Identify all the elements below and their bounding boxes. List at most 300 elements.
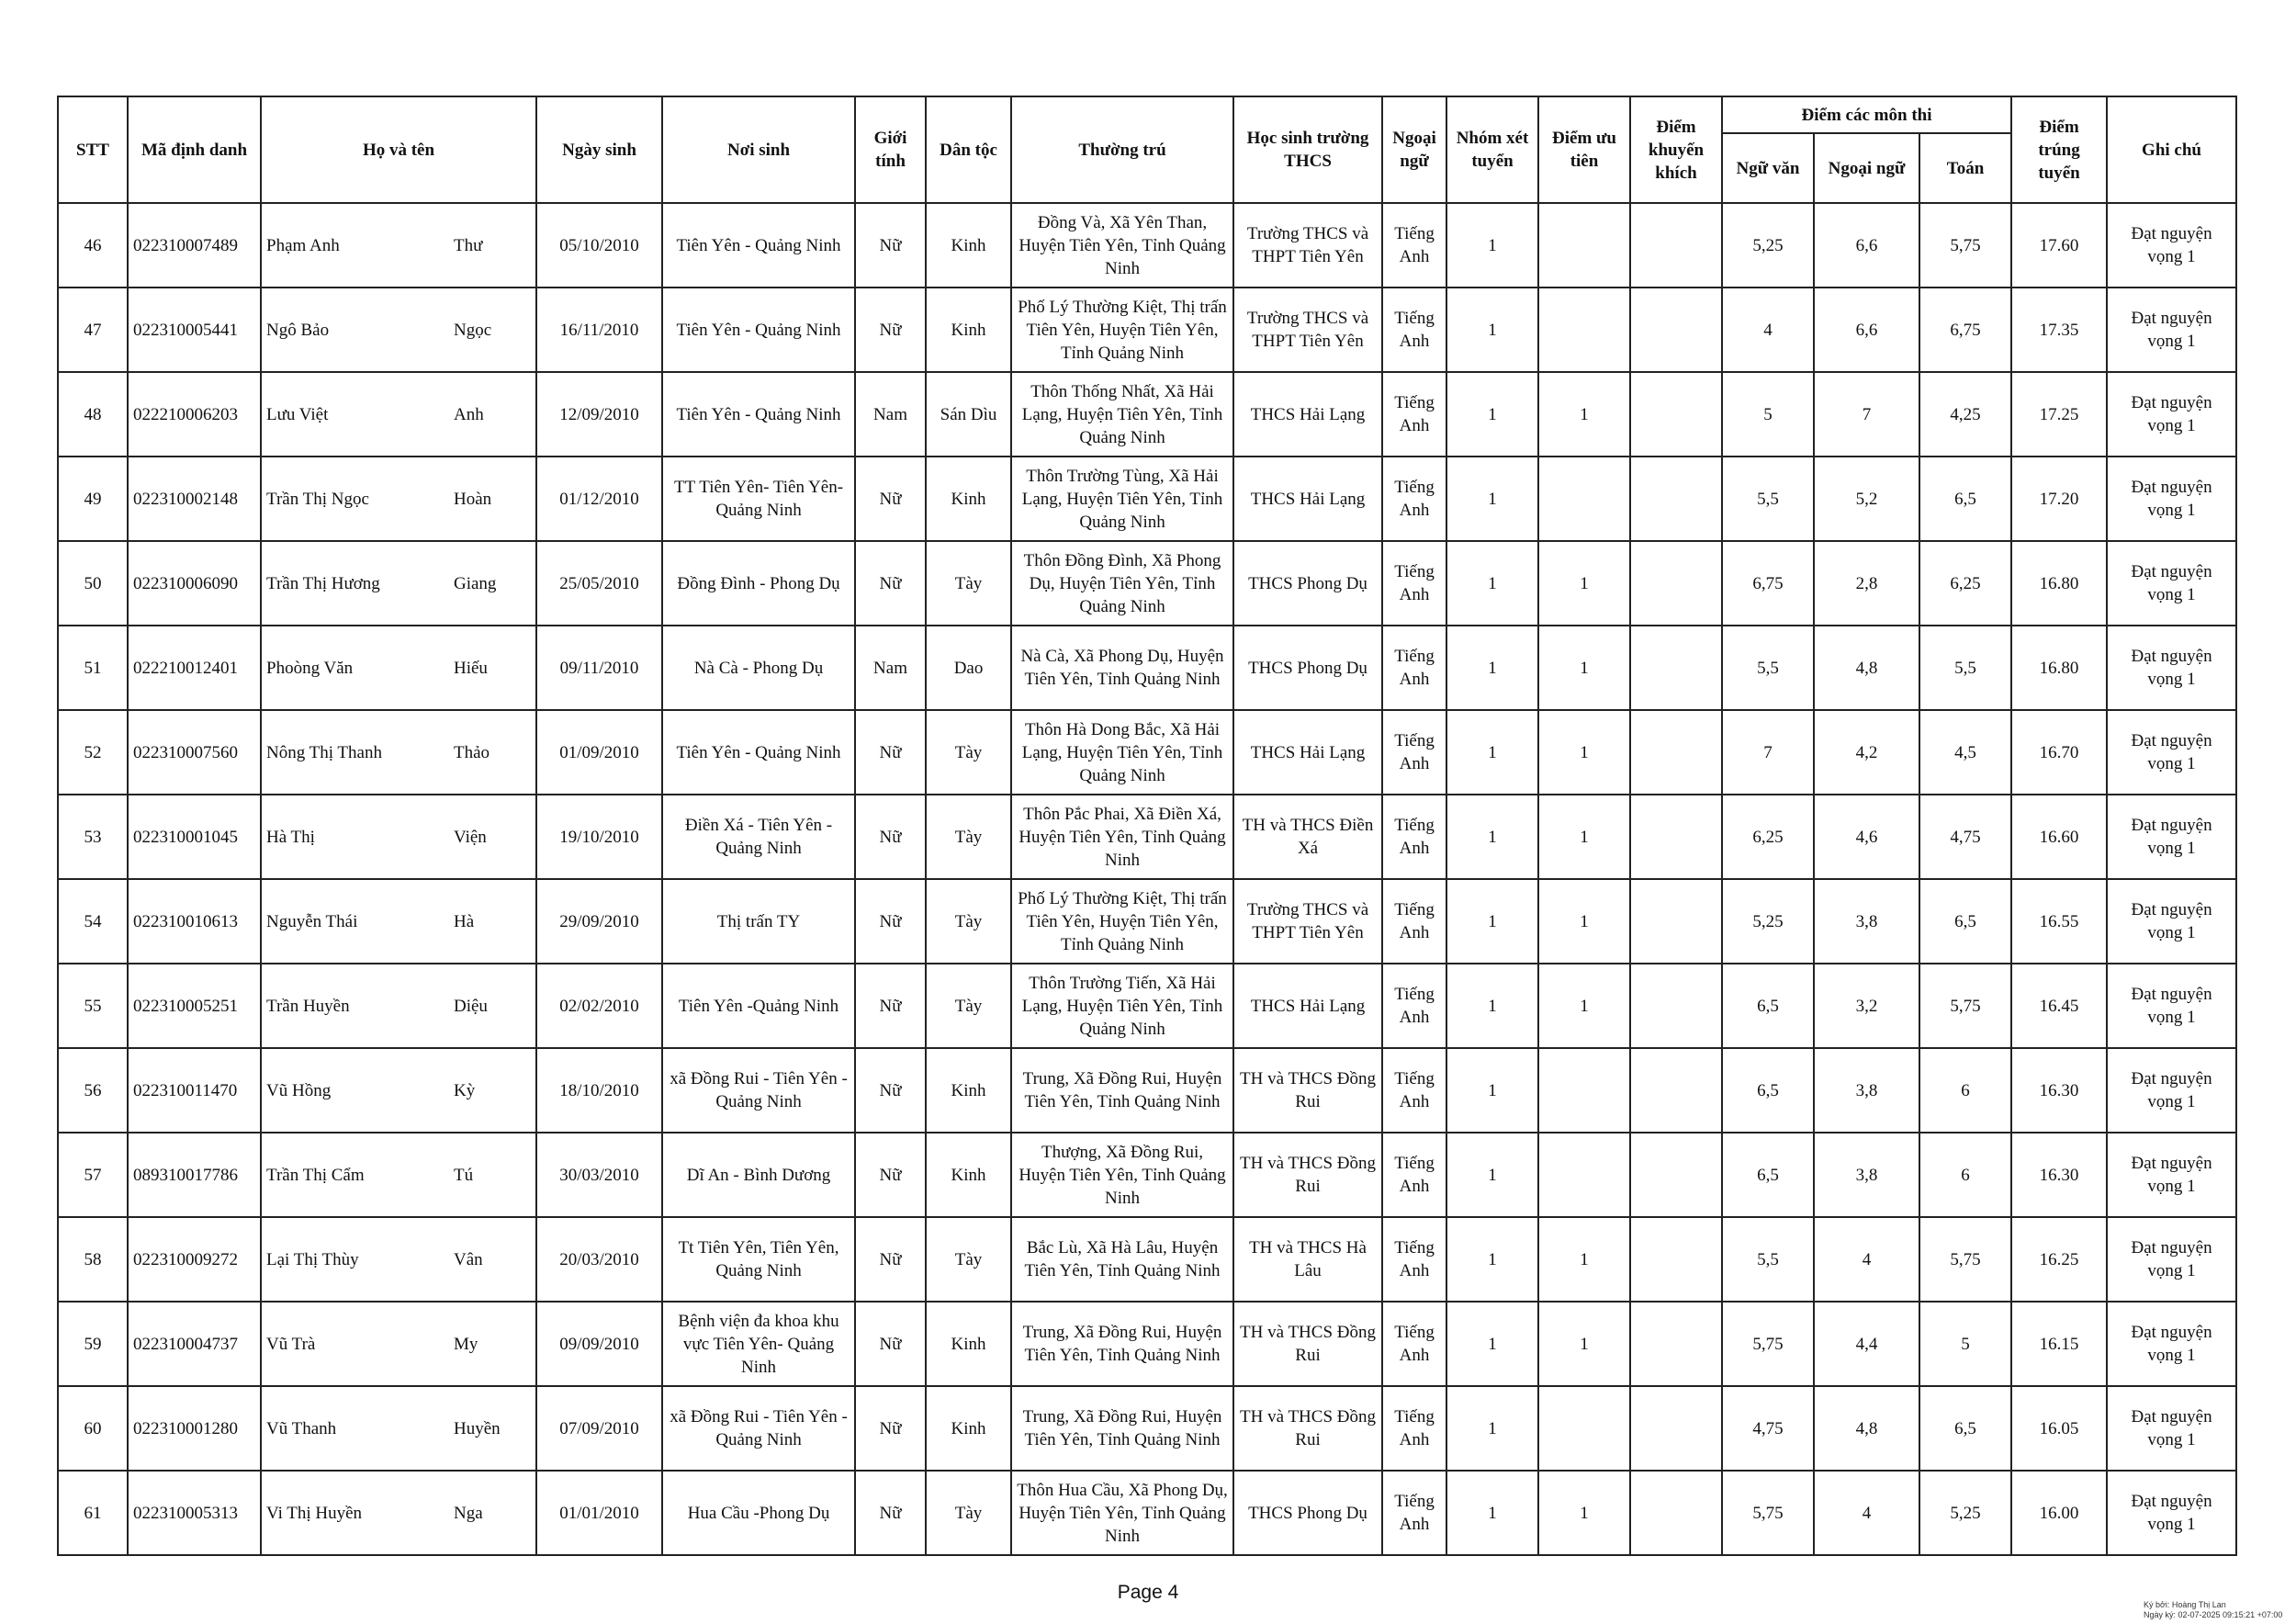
cell-thuong-tru: Thôn Đồng Đình, Xã Phong Dụ, Huyện Tiên Yên, Tỉnh Quảng Ninh bbox=[1011, 541, 1233, 626]
cell-thuong-tru: Trung, Xã Đồng Rui, Huyện Tiên Yên, Tỉnh Quảng Ninh bbox=[1011, 1386, 1233, 1471]
cell-ho-dem: Vi Thị Huyền bbox=[261, 1471, 449, 1555]
col-diem-trung-tuyen: Điểm trúng tuyển bbox=[2011, 96, 2107, 203]
cell-nhom-xet-tuyen: 1 bbox=[1446, 1048, 1538, 1133]
col-ngoai-ngu-mon: Ngoại ngữ bbox=[1814, 133, 1919, 203]
cell-thuong-tru: Thôn Thống Nhất, Xã Hải Lạng, Huyện Tiên Yên, Tỉnh Quảng Ninh bbox=[1011, 372, 1233, 457]
cell-ngoai-ngu-diem: 2,8 bbox=[1814, 541, 1919, 626]
cell-noi-sinh: Tiên Yên - Quảng Ninh bbox=[662, 372, 855, 457]
col-ngu-van: Ngữ văn bbox=[1722, 133, 1814, 203]
cell-ngoai-ngu-diem: 4 bbox=[1814, 1471, 1919, 1555]
cell-ma-dinh-danh: 022310001280 bbox=[128, 1386, 261, 1471]
cell-truong-thcs: THCS Phong Dụ bbox=[1233, 626, 1382, 710]
cell-diem-uu-tien bbox=[1538, 288, 1630, 372]
cell-diem-uu-tien bbox=[1538, 1048, 1630, 1133]
cell-ho-dem: Hà Thị bbox=[261, 795, 449, 879]
cell-ma-dinh-danh: 022310001045 bbox=[128, 795, 261, 879]
cell-ngoai-ngu-diem: 4,6 bbox=[1814, 795, 1919, 879]
cell-ngoai-ngu: Tiếng Anh bbox=[1382, 1133, 1446, 1217]
cell-ngoai-ngu-diem: 6,6 bbox=[1814, 203, 1919, 288]
table-row bbox=[58, 1386, 2236, 1471]
cell-ten: Anh bbox=[449, 372, 536, 457]
cell-ngoai-ngu: Tiếng Anh bbox=[1382, 1217, 1446, 1302]
cell-ngay-sinh: 01/09/2010 bbox=[536, 710, 662, 795]
cell-diem-uu-tien: 1 bbox=[1538, 1217, 1630, 1302]
cell-diem-trung-tuyen: 17.20 bbox=[2011, 457, 2107, 541]
cell-ten: Thảo bbox=[449, 710, 536, 795]
cell-toan: 5,5 bbox=[1919, 626, 2011, 710]
cell-ngay-sinh: 07/09/2010 bbox=[536, 1386, 662, 1471]
table-row bbox=[58, 1217, 2236, 1302]
col-ho-va-ten: Họ và tên bbox=[261, 96, 536, 203]
cell-ten: Giang bbox=[449, 541, 536, 626]
cell-ngoai-ngu: Tiếng Anh bbox=[1382, 1048, 1446, 1133]
cell-gioi-tinh: Nữ bbox=[855, 1302, 926, 1386]
cell-ghi-chu: Đạt nguyện vọng 1 bbox=[2107, 626, 2236, 710]
cell-ten: Vân bbox=[449, 1217, 536, 1302]
cell-truong-thcs: TH và THCS Điền Xá bbox=[1233, 795, 1382, 879]
cell-ngoai-ngu: Tiếng Anh bbox=[1382, 288, 1446, 372]
cell-thuong-tru: Phố Lý Thường Kiệt, Thị trấn Tiên Yên, Huyện Tiên Yên, Tỉnh Quảng Ninh bbox=[1011, 288, 1233, 372]
digital-signature bbox=[2144, 1600, 2282, 1620]
col-dan-toc: Dân tộc bbox=[926, 96, 1011, 203]
cell-ho-dem: Vũ Thanh bbox=[261, 1386, 449, 1471]
table-row bbox=[58, 203, 2236, 288]
cell-ten: Tú bbox=[449, 1133, 536, 1217]
cell-ngu-van: 7 bbox=[1722, 710, 1814, 795]
cell-ho-dem: Phoòng Văn bbox=[261, 626, 449, 710]
cell-gioi-tinh: Nữ bbox=[855, 288, 926, 372]
cell-dan-toc: Tày bbox=[926, 541, 1011, 626]
cell-diem-uu-tien: 1 bbox=[1538, 710, 1630, 795]
cell-nhom-xet-tuyen: 1 bbox=[1446, 1133, 1538, 1217]
cell-stt: 48 bbox=[58, 372, 128, 457]
table-row bbox=[58, 710, 2236, 795]
signature-date: Ngày ký: 02-07-2025 09:15:21 +07:00 bbox=[2144, 1610, 2283, 1619]
col-stt: STT bbox=[58, 96, 128, 203]
cell-ghi-chu: Đạt nguyện vọng 1 bbox=[2107, 795, 2236, 879]
table-row bbox=[58, 626, 2236, 710]
col-diem-khuyen-khich: Điểm khuyến khích bbox=[1630, 96, 1722, 203]
cell-ngoai-ngu-diem: 3,8 bbox=[1814, 1133, 1919, 1217]
cell-toan: 6,5 bbox=[1919, 879, 2011, 964]
cell-noi-sinh: xã Đồng Rui - Tiên Yên - Quảng Ninh bbox=[662, 1386, 855, 1471]
cell-diem-khuyen-khich bbox=[1630, 1217, 1722, 1302]
col-nhom-xet-tuyen: Nhóm xét tuyển bbox=[1446, 96, 1538, 203]
table-row bbox=[58, 1133, 2236, 1217]
col-ma-dinh-danh: Mã định danh bbox=[128, 96, 261, 203]
table-row bbox=[58, 795, 2236, 879]
cell-ma-dinh-danh: 022310009272 bbox=[128, 1217, 261, 1302]
cell-ngoai-ngu-diem: 4 bbox=[1814, 1217, 1919, 1302]
cell-diem-khuyen-khich bbox=[1630, 457, 1722, 541]
cell-diem-trung-tuyen: 16.80 bbox=[2011, 626, 2107, 710]
cell-toan: 5,75 bbox=[1919, 964, 2011, 1048]
cell-ngoai-ngu: Tiếng Anh bbox=[1382, 541, 1446, 626]
table-row bbox=[58, 288, 2236, 372]
cell-ngay-sinh: 01/01/2010 bbox=[536, 1471, 662, 1555]
cell-ngoai-ngu-diem: 3,8 bbox=[1814, 1048, 1919, 1133]
cell-truong-thcs: TH và THCS Đồng Rui bbox=[1233, 1302, 1382, 1386]
cell-ma-dinh-danh: 022310011470 bbox=[128, 1048, 261, 1133]
cell-ma-dinh-danh: 022210012401 bbox=[128, 626, 261, 710]
cell-diem-uu-tien: 1 bbox=[1538, 879, 1630, 964]
cell-ma-dinh-danh: 022310004737 bbox=[128, 1302, 261, 1386]
cell-thuong-tru: Thôn Pắc Phai, Xã Điền Xá, Huyện Tiên Yên, Tỉnh Quảng Ninh bbox=[1011, 795, 1233, 879]
cell-ten: Huyền bbox=[449, 1386, 536, 1471]
cell-stt: 59 bbox=[58, 1302, 128, 1386]
cell-ghi-chu: Đạt nguyện vọng 1 bbox=[2107, 288, 2236, 372]
cell-ghi-chu: Đạt nguyện vọng 1 bbox=[2107, 964, 2236, 1048]
cell-dan-toc: Tày bbox=[926, 879, 1011, 964]
cell-dan-toc: Kinh bbox=[926, 1302, 1011, 1386]
cell-ma-dinh-danh: 022310010613 bbox=[128, 879, 261, 964]
cell-ngay-sinh: 19/10/2010 bbox=[536, 795, 662, 879]
cell-ngay-sinh: 16/11/2010 bbox=[536, 288, 662, 372]
col-toan: Toán bbox=[1919, 133, 2011, 203]
cell-toan: 6,5 bbox=[1919, 457, 2011, 541]
cell-toan: 6,25 bbox=[1919, 541, 2011, 626]
cell-gioi-tinh: Nữ bbox=[855, 541, 926, 626]
cell-ngoai-ngu: Tiếng Anh bbox=[1382, 457, 1446, 541]
cell-diem-khuyen-khich bbox=[1630, 964, 1722, 1048]
cell-ngoai-ngu: Tiếng Anh bbox=[1382, 710, 1446, 795]
cell-gioi-tinh: Nữ bbox=[855, 203, 926, 288]
header-row bbox=[58, 96, 2236, 133]
cell-noi-sinh: xã Đồng Rui - Tiên Yên - Quảng Ninh bbox=[662, 1048, 855, 1133]
cell-ma-dinh-danh: 022210006203 bbox=[128, 372, 261, 457]
signature-signer: Ký bởi: Hoàng Thị Lan bbox=[2144, 1600, 2226, 1609]
cell-noi-sinh: Điền Xá - Tiên Yên - Quảng Ninh bbox=[662, 795, 855, 879]
cell-diem-trung-tuyen: 16.25 bbox=[2011, 1217, 2107, 1302]
cell-diem-khuyen-khich bbox=[1630, 1133, 1722, 1217]
cell-dan-toc: Kinh bbox=[926, 1386, 1011, 1471]
cell-nhom-xet-tuyen: 1 bbox=[1446, 203, 1538, 288]
cell-gioi-tinh: Nữ bbox=[855, 795, 926, 879]
cell-ho-dem: Vũ Hồng bbox=[261, 1048, 449, 1133]
cell-gioi-tinh: Nữ bbox=[855, 1048, 926, 1133]
cell-ngu-van: 5,25 bbox=[1722, 879, 1814, 964]
cell-ngu-van: 4 bbox=[1722, 288, 1814, 372]
col-group-diem-mon-thi: Điểm các môn thi bbox=[1722, 96, 2011, 133]
cell-nhom-xet-tuyen: 1 bbox=[1446, 964, 1538, 1048]
cell-nhom-xet-tuyen: 1 bbox=[1446, 1471, 1538, 1555]
cell-stt: 54 bbox=[58, 879, 128, 964]
cell-ghi-chu: Đạt nguyện vọng 1 bbox=[2107, 457, 2236, 541]
cell-dan-toc: Tày bbox=[926, 710, 1011, 795]
cell-ten: Diệu bbox=[449, 964, 536, 1048]
cell-ngay-sinh: 05/10/2010 bbox=[536, 203, 662, 288]
cell-noi-sinh: TT Tiên Yên- Tiên Yên- Quảng Ninh bbox=[662, 457, 855, 541]
cell-diem-uu-tien: 1 bbox=[1538, 795, 1630, 879]
cell-nhom-xet-tuyen: 1 bbox=[1446, 879, 1538, 964]
cell-noi-sinh: Nà Cà - Phong Dụ bbox=[662, 626, 855, 710]
cell-diem-khuyen-khich bbox=[1630, 541, 1722, 626]
cell-nhom-xet-tuyen: 1 bbox=[1446, 288, 1538, 372]
cell-truong-thcs: TH và THCS Đồng Rui bbox=[1233, 1133, 1382, 1217]
cell-gioi-tinh: Nữ bbox=[855, 710, 926, 795]
cell-ngu-van: 6,5 bbox=[1722, 1133, 1814, 1217]
cell-ghi-chu: Đạt nguyện vọng 1 bbox=[2107, 372, 2236, 457]
cell-nhom-xet-tuyen: 1 bbox=[1446, 457, 1538, 541]
cell-diem-trung-tuyen: 16.45 bbox=[2011, 964, 2107, 1048]
cell-diem-trung-tuyen: 16.30 bbox=[2011, 1133, 2107, 1217]
cell-gioi-tinh: Nữ bbox=[855, 1133, 926, 1217]
col-diem-uu-tien: Điểm ưu tiên bbox=[1538, 96, 1630, 203]
cell-ten: Thư bbox=[449, 203, 536, 288]
cell-dan-toc: Tày bbox=[926, 1471, 1011, 1555]
cell-dan-toc: Kinh bbox=[926, 1133, 1011, 1217]
cell-truong-thcs: THCS Hải Lạng bbox=[1233, 457, 1382, 541]
table-row bbox=[58, 964, 2236, 1048]
cell-diem-khuyen-khich bbox=[1630, 1048, 1722, 1133]
cell-ten: Hiếu bbox=[449, 626, 536, 710]
col-ngay-sinh: Ngày sinh bbox=[536, 96, 662, 203]
cell-ten: Nga bbox=[449, 1471, 536, 1555]
cell-stt: 52 bbox=[58, 710, 128, 795]
cell-ngu-van: 6,75 bbox=[1722, 541, 1814, 626]
cell-ngay-sinh: 18/10/2010 bbox=[536, 1048, 662, 1133]
cell-nhom-xet-tuyen: 1 bbox=[1446, 795, 1538, 879]
cell-ghi-chu: Đạt nguyện vọng 1 bbox=[2107, 1048, 2236, 1133]
cell-nhom-xet-tuyen: 1 bbox=[1446, 372, 1538, 457]
cell-truong-thcs: THCS Phong Dụ bbox=[1233, 541, 1382, 626]
cell-nhom-xet-tuyen: 1 bbox=[1446, 710, 1538, 795]
cell-ngoai-ngu: Tiếng Anh bbox=[1382, 964, 1446, 1048]
cell-ten: My bbox=[449, 1302, 536, 1386]
col-noi-sinh: Nơi sinh bbox=[662, 96, 855, 203]
cell-ngu-van: 6,25 bbox=[1722, 795, 1814, 879]
table-header bbox=[58, 96, 2236, 203]
cell-ho-dem: Trần Huyền bbox=[261, 964, 449, 1048]
cell-gioi-tinh: Nam bbox=[855, 372, 926, 457]
cell-gioi-tinh: Nữ bbox=[855, 964, 926, 1048]
cell-ngay-sinh: 20/03/2010 bbox=[536, 1217, 662, 1302]
cell-ten: Kỳ bbox=[449, 1048, 536, 1133]
cell-gioi-tinh: Nữ bbox=[855, 1471, 926, 1555]
cell-ngay-sinh: 25/05/2010 bbox=[536, 541, 662, 626]
cell-ngu-van: 6,5 bbox=[1722, 964, 1814, 1048]
cell-diem-khuyen-khich bbox=[1630, 1302, 1722, 1386]
cell-ghi-chu: Đạt nguyện vọng 1 bbox=[2107, 710, 2236, 795]
cell-truong-thcs: TH và THCS Đồng Rui bbox=[1233, 1048, 1382, 1133]
cell-ngay-sinh: 09/11/2010 bbox=[536, 626, 662, 710]
cell-diem-trung-tuyen: 16.00 bbox=[2011, 1471, 2107, 1555]
cell-diem-trung-tuyen: 17.60 bbox=[2011, 203, 2107, 288]
cell-ma-dinh-danh: 022310002148 bbox=[128, 457, 261, 541]
cell-noi-sinh: Tt Tiên Yên, Tiên Yên, Quảng Ninh bbox=[662, 1217, 855, 1302]
cell-diem-uu-tien bbox=[1538, 1133, 1630, 1217]
col-thuong-tru: Thường trú bbox=[1011, 96, 1233, 203]
cell-ngu-van: 6,5 bbox=[1722, 1048, 1814, 1133]
cell-truong-thcs: Trường THCS và THPT Tiên Yên bbox=[1233, 288, 1382, 372]
cell-diem-trung-tuyen: 16.05 bbox=[2011, 1386, 2107, 1471]
cell-noi-sinh: Tiên Yên - Quảng Ninh bbox=[662, 203, 855, 288]
cell-ngoai-ngu-diem: 3,2 bbox=[1814, 964, 1919, 1048]
cell-ho-dem: Nguyễn Thái bbox=[261, 879, 449, 964]
table-row bbox=[58, 541, 2236, 626]
cell-diem-khuyen-khich bbox=[1630, 710, 1722, 795]
cell-diem-khuyen-khich bbox=[1630, 203, 1722, 288]
cell-diem-trung-tuyen: 16.55 bbox=[2011, 879, 2107, 964]
cell-stt: 57 bbox=[58, 1133, 128, 1217]
cell-thuong-tru: Phố Lý Thường Kiệt, Thị trấn Tiên Yên, Huyện Tiên Yên, Tỉnh Quảng Ninh bbox=[1011, 879, 1233, 964]
cell-gioi-tinh: Nữ bbox=[855, 879, 926, 964]
cell-noi-sinh: Đồng Đình - Phong Dụ bbox=[662, 541, 855, 626]
cell-diem-trung-tuyen: 16.15 bbox=[2011, 1302, 2107, 1386]
table-row bbox=[58, 879, 2236, 964]
cell-truong-thcs: Trường THCS và THPT Tiên Yên bbox=[1233, 203, 1382, 288]
cell-ma-dinh-danh: 022310006090 bbox=[128, 541, 261, 626]
cell-ho-dem: Lưu Việt bbox=[261, 372, 449, 457]
cell-ten: Hà bbox=[449, 879, 536, 964]
cell-ten: Hoàn bbox=[449, 457, 536, 541]
cell-ngu-van: 5 bbox=[1722, 372, 1814, 457]
cell-ngay-sinh: 02/02/2010 bbox=[536, 964, 662, 1048]
cell-noi-sinh: Hua Cầu -Phong Dụ bbox=[662, 1471, 855, 1555]
cell-ngu-van: 5,25 bbox=[1722, 203, 1814, 288]
cell-ghi-chu: Đạt nguyện vọng 1 bbox=[2107, 541, 2236, 626]
cell-noi-sinh: Dĩ An - Bình Dương bbox=[662, 1133, 855, 1217]
cell-toan: 4,5 bbox=[1919, 710, 2011, 795]
cell-ngoai-ngu-diem: 6,6 bbox=[1814, 288, 1919, 372]
cell-gioi-tinh: Nữ bbox=[855, 1217, 926, 1302]
cell-thuong-tru: Trung, Xã Đồng Rui, Huyện Tiên Yên, Tỉnh Quảng Ninh bbox=[1011, 1302, 1233, 1386]
col-ngoai-ngu: Ngoại ngữ bbox=[1382, 96, 1446, 203]
cell-thuong-tru: Nà Cà, Xã Phong Dụ, Huyện Tiên Yên, Tỉnh Quảng Ninh bbox=[1011, 626, 1233, 710]
cell-diem-khuyen-khich bbox=[1630, 626, 1722, 710]
cell-thuong-tru: Đồng Và, Xã Yên Than, Huyện Tiên Yên, Tỉnh Quảng Ninh bbox=[1011, 203, 1233, 288]
cell-truong-thcs: THCS Hải Lạng bbox=[1233, 372, 1382, 457]
cell-ma-dinh-danh: 089310017786 bbox=[128, 1133, 261, 1217]
cell-thuong-tru: Bắc Lù, Xã Hà Lâu, Huyện Tiên Yên, Tỉnh Quảng Ninh bbox=[1011, 1217, 1233, 1302]
cell-dan-toc: Kinh bbox=[926, 457, 1011, 541]
cell-diem-uu-tien: 1 bbox=[1538, 626, 1630, 710]
cell-dan-toc: Kinh bbox=[926, 1048, 1011, 1133]
cell-ho-dem: Lại Thị Thùy bbox=[261, 1217, 449, 1302]
cell-ngu-van: 5,5 bbox=[1722, 457, 1814, 541]
cell-gioi-tinh: Nữ bbox=[855, 457, 926, 541]
cell-truong-thcs: THCS Hải Lạng bbox=[1233, 710, 1382, 795]
cell-ngu-van: 5,5 bbox=[1722, 1217, 1814, 1302]
cell-ghi-chu: Đạt nguyện vọng 1 bbox=[2107, 1217, 2236, 1302]
col-gioi-tinh: Giới tính bbox=[855, 96, 926, 203]
cell-ma-dinh-danh: 022310007560 bbox=[128, 710, 261, 795]
cell-diem-trung-tuyen: 16.80 bbox=[2011, 541, 2107, 626]
cell-ngoai-ngu-diem: 3,8 bbox=[1814, 879, 1919, 964]
cell-nhom-xet-tuyen: 1 bbox=[1446, 1217, 1538, 1302]
cell-diem-uu-tien bbox=[1538, 457, 1630, 541]
cell-noi-sinh: Bệnh viện đa khoa khu vực Tiên Yên- Quảng Ninh bbox=[662, 1302, 855, 1386]
cell-truong-thcs: THCS Phong Dụ bbox=[1233, 1471, 1382, 1555]
cell-diem-uu-tien: 1 bbox=[1538, 1471, 1630, 1555]
cell-ngoai-ngu-diem: 4,8 bbox=[1814, 626, 1919, 710]
cell-diem-trung-tuyen: 16.30 bbox=[2011, 1048, 2107, 1133]
cell-dan-toc: Dao bbox=[926, 626, 1011, 710]
cell-dan-toc: Tày bbox=[926, 795, 1011, 879]
cell-noi-sinh: Thị trấn TY bbox=[662, 879, 855, 964]
table-row bbox=[58, 457, 2236, 541]
cell-toan: 6 bbox=[1919, 1133, 2011, 1217]
cell-ho-dem: Trần Thị Hương bbox=[261, 541, 449, 626]
table-row bbox=[58, 1471, 2236, 1555]
cell-ngoai-ngu: Tiếng Anh bbox=[1382, 1302, 1446, 1386]
cell-ngoai-ngu-diem: 4,4 bbox=[1814, 1302, 1919, 1386]
cell-diem-trung-tuyen: 17.25 bbox=[2011, 372, 2107, 457]
cell-gioi-tinh: Nam bbox=[855, 626, 926, 710]
cell-ghi-chu: Đạt nguyện vọng 1 bbox=[2107, 1302, 2236, 1386]
cell-stt: 53 bbox=[58, 795, 128, 879]
cell-stt: 47 bbox=[58, 288, 128, 372]
cell-ngay-sinh: 09/09/2010 bbox=[536, 1302, 662, 1386]
cell-stt: 49 bbox=[58, 457, 128, 541]
cell-ma-dinh-danh: 022310005441 bbox=[128, 288, 261, 372]
cell-ho-dem: Ngô Bảo bbox=[261, 288, 449, 372]
cell-ho-dem: Phạm Anh bbox=[261, 203, 449, 288]
cell-diem-uu-tien: 1 bbox=[1538, 372, 1630, 457]
cell-toan: 5,75 bbox=[1919, 203, 2011, 288]
cell-ngu-van: 4,75 bbox=[1722, 1386, 1814, 1471]
cell-dan-toc: Tày bbox=[926, 1217, 1011, 1302]
cell-ngoai-ngu: Tiếng Anh bbox=[1382, 1386, 1446, 1471]
cell-ngoai-ngu: Tiếng Anh bbox=[1382, 203, 1446, 288]
cell-ngu-van: 5,5 bbox=[1722, 626, 1814, 710]
cell-toan: 6 bbox=[1919, 1048, 2011, 1133]
cell-ngoai-ngu: Tiếng Anh bbox=[1382, 626, 1446, 710]
cell-stt: 58 bbox=[58, 1217, 128, 1302]
table-row bbox=[58, 372, 2236, 457]
cell-diem-uu-tien: 1 bbox=[1538, 1302, 1630, 1386]
cell-toan: 6,75 bbox=[1919, 288, 2011, 372]
cell-nhom-xet-tuyen: 1 bbox=[1446, 541, 1538, 626]
cell-dan-toc: Tày bbox=[926, 964, 1011, 1048]
cell-diem-trung-tuyen: 17.35 bbox=[2011, 288, 2107, 372]
cell-stt: 46 bbox=[58, 203, 128, 288]
cell-noi-sinh: Tiên Yên - Quảng Ninh bbox=[662, 288, 855, 372]
cell-toan: 6,5 bbox=[1919, 1386, 2011, 1471]
col-truong-thcs: Học sinh trường THCS bbox=[1233, 96, 1382, 203]
cell-stt: 61 bbox=[58, 1471, 128, 1555]
cell-ma-dinh-danh: 022310007489 bbox=[128, 203, 261, 288]
cell-diem-khuyen-khich bbox=[1630, 1386, 1722, 1471]
cell-ngay-sinh: 01/12/2010 bbox=[536, 457, 662, 541]
cell-toan: 4,75 bbox=[1919, 795, 2011, 879]
cell-toan: 5,25 bbox=[1919, 1471, 2011, 1555]
cell-truong-thcs: TH và THCS Đồng Rui bbox=[1233, 1386, 1382, 1471]
admission-results-table bbox=[57, 96, 2237, 1556]
cell-ho-dem: Vũ Trà bbox=[261, 1302, 449, 1386]
cell-ngay-sinh: 12/09/2010 bbox=[536, 372, 662, 457]
page-number: Page 4 bbox=[1117, 1582, 1179, 1603]
cell-ten: Viện bbox=[449, 795, 536, 879]
cell-stt: 50 bbox=[58, 541, 128, 626]
cell-toan: 5 bbox=[1919, 1302, 2011, 1386]
cell-diem-trung-tuyen: 16.70 bbox=[2011, 710, 2107, 795]
cell-ngay-sinh: 29/09/2010 bbox=[536, 879, 662, 964]
cell-stt: 55 bbox=[58, 964, 128, 1048]
cell-dan-toc: Sán Dìu bbox=[926, 372, 1011, 457]
cell-ma-dinh-danh: 022310005251 bbox=[128, 964, 261, 1048]
cell-ngoai-ngu: Tiếng Anh bbox=[1382, 372, 1446, 457]
cell-ghi-chu: Đạt nguyện vọng 1 bbox=[2107, 879, 2236, 964]
cell-dan-toc: Kinh bbox=[926, 203, 1011, 288]
cell-ma-dinh-danh: 022310005313 bbox=[128, 1471, 261, 1555]
cell-stt: 60 bbox=[58, 1386, 128, 1471]
cell-ngu-van: 5,75 bbox=[1722, 1471, 1814, 1555]
cell-diem-khuyen-khich bbox=[1630, 1471, 1722, 1555]
cell-ngoai-ngu-diem: 7 bbox=[1814, 372, 1919, 457]
table-row bbox=[58, 1302, 2236, 1386]
cell-ho-dem: Nông Thị Thanh bbox=[261, 710, 449, 795]
